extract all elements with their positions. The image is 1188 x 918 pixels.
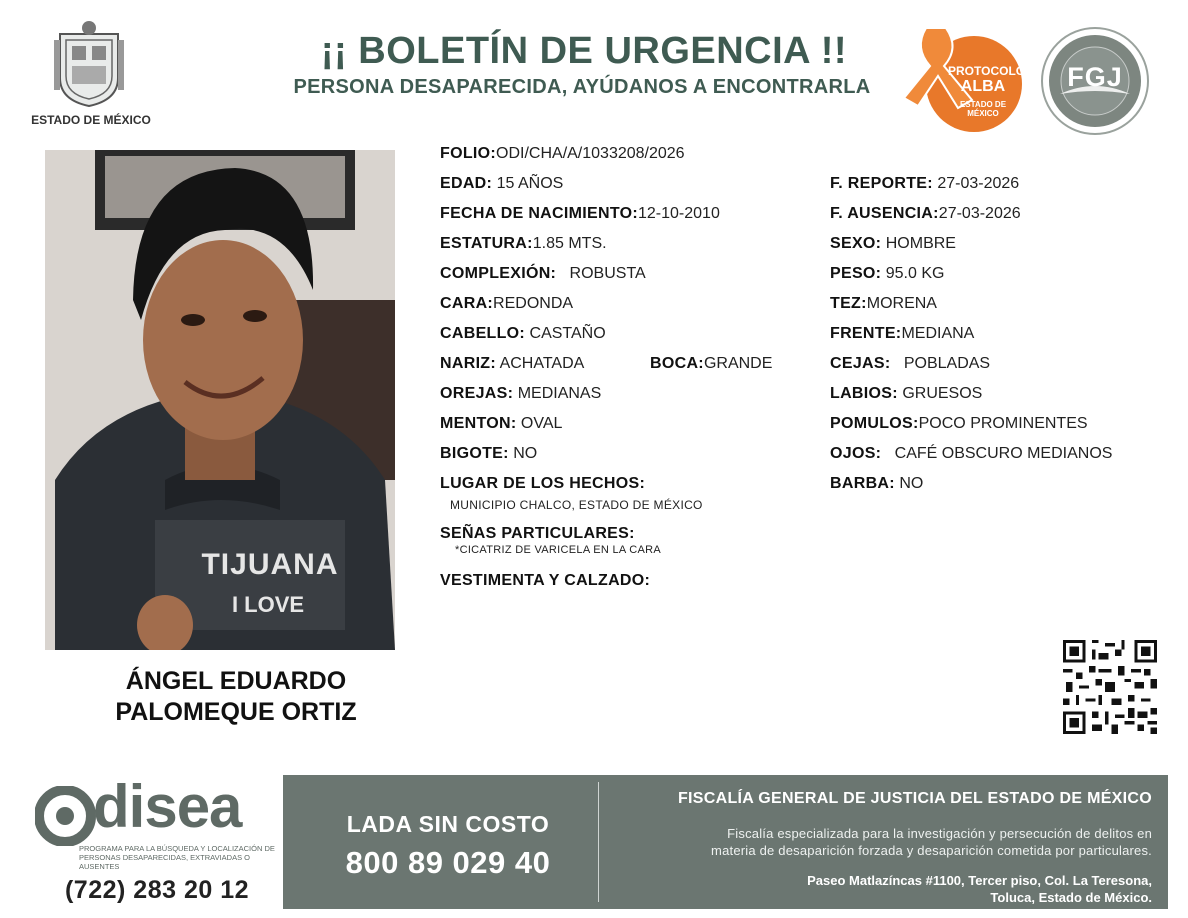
field-menton: MENTON: OVAL <box>440 415 563 432</box>
field-senas-label: SEÑAS PARTICULARES: <box>440 525 635 542</box>
field-lugar-value: MUNICIPIO CHALCO, ESTADO DE MÉXICO <box>450 498 703 512</box>
odisea-logo <box>35 773 275 871</box>
field-pomulos: POMULOS:POCO PROMINENTES <box>830 415 1088 432</box>
coat-of-arms-icon <box>50 20 128 108</box>
bulletin-subtitle: PERSONA DESAPARECIDA, AYÚDANOS A ENCONTRARLA <box>293 76 871 98</box>
field-cara: CARA:REDONDA <box>440 295 574 312</box>
person-name-line2: PALOMEQUE ORTIZ <box>115 698 357 726</box>
fgj-logo <box>1040 26 1150 136</box>
desc-line2: materia de desaparición forzada y desaparición cometida por particulares. <box>711 843 1152 858</box>
field-orejas: OREJAS: MEDIANAS <box>440 385 602 402</box>
field-nacimiento: FECHA DE NACIMIENTO:12-10-2010 <box>440 205 720 222</box>
fgj-letters: FGJ <box>1067 62 1123 92</box>
field-vestimenta: VESTIMENTA Y CALZADO: <box>440 572 651 589</box>
field-sexo: SEXO: HOMBRE <box>830 235 956 252</box>
field-estatura: ESTATURA:1.85 MTS. <box>440 235 607 252</box>
field-frente: FRENTE:MEDIANA <box>830 325 975 342</box>
protocolo-alba-logo <box>900 22 1028 134</box>
footer-divider <box>598 782 599 902</box>
agency-address <box>600 872 1152 906</box>
shirt-text-1: TIJUANA <box>201 548 339 581</box>
shirt-text-2: I LOVE <box>231 592 305 617</box>
field-senas-value: *CICATRIZ DE VARICELA EN LA CARA <box>455 544 662 556</box>
person-name-line1: ÁNGEL EDUARDO <box>125 667 347 695</box>
field-nariz: NARIZ: ACHATADA <box>440 355 585 372</box>
odisea-caption: PROGRAMA PARA LA BÚSQUEDA Y LOCALIZACIÓN DE PERSONAS DESAPARECIDAS, EXTRAVIADAS O AUSENTES <box>79 844 275 871</box>
odisea-wordmark: disea <box>93 773 242 840</box>
person-name <box>60 666 412 728</box>
field-ausencia: F. AUSENCIA:27-03-2026 <box>830 205 1021 222</box>
agency-name: FISCALÍA GENERAL DE JUSTICIA DEL ESTADO DE MÉXICO <box>677 790 1152 807</box>
field-barba: BARBA: NO <box>830 475 924 492</box>
odisea-phone[interactable]: (722) 283 20 12 <box>64 876 250 904</box>
desc-line1: Fiscalía especializada para la investigación y persecución de delitos en <box>727 826 1152 841</box>
addr-line2: Toluca, Estado de México. <box>990 890 1152 905</box>
field-boca: BOCA:GRANDE <box>650 355 773 372</box>
field-edad: EDAD: 15 AÑOS <box>440 175 564 192</box>
field-folio: FOLIO:ODI/CHA/A/1033208/2026 <box>440 145 685 162</box>
lada-number[interactable]: 800 89 029 40 <box>345 845 551 880</box>
agency-description <box>600 825 1152 859</box>
field-cabello: CABELLO: CASTAÑO <box>440 325 606 342</box>
alba-line1: PROTOCOLO <box>948 64 1026 78</box>
person-photo <box>45 150 395 650</box>
bulletin-title: ¡¡ BOLETÍN DE URGENCIA !! <box>320 30 848 72</box>
qr-code-icon[interactable] <box>1063 640 1157 734</box>
field-lugar-label: LUGAR DE LOS HECHOS: <box>440 475 646 492</box>
field-tez: TEZ:MORENA <box>830 295 937 312</box>
field-cejas: CEJAS: POBLADAS <box>830 355 991 372</box>
field-bigote: BIGOTE: NO <box>440 445 538 462</box>
field-labios: LABIOS: GRUESOS <box>830 385 983 402</box>
field-ojos: OJOS: CAFÉ OBSCURO MEDIANOS <box>830 445 1113 462</box>
field-peso: PESO: 95.0 KG <box>830 265 945 282</box>
state-name: ESTADO DE MÉXICO <box>31 113 151 127</box>
alba-line2: ALBA <box>960 78 1006 95</box>
lada-label: LADA SIN COSTO <box>346 811 550 837</box>
alba-line3: ESTADO DE MÉXICO <box>959 100 1007 118</box>
field-complexion: COMPLEXIÓN: ROBUSTA <box>440 265 646 282</box>
field-reporte: F. REPORTE: 27-03-2026 <box>830 175 1020 192</box>
addr-line1: Paseo Matlazíncas #1100, Tercer piso, Col. La Teresona, <box>807 873 1152 888</box>
